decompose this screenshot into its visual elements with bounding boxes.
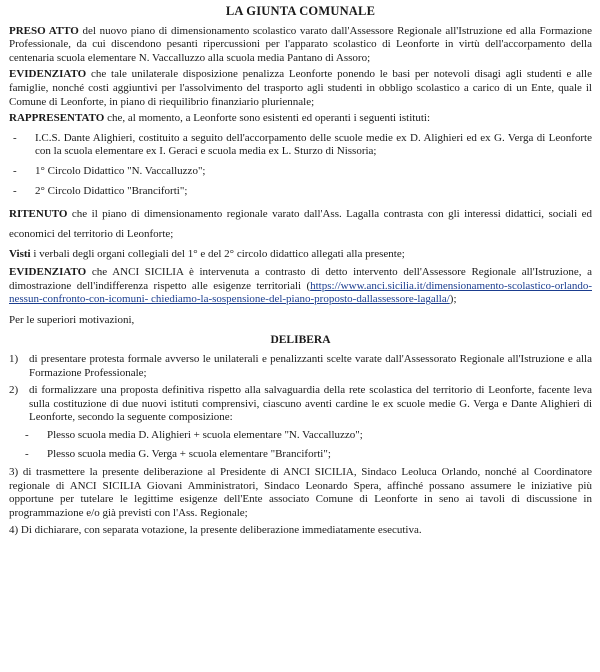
lead-rappresentato: RAPPRESENTATO <box>9 112 105 125</box>
lead-ritenuto: RITENUTO <box>9 208 68 221</box>
list-item-composition <box>21 429 592 443</box>
text-visti: i verbali degli organi collegiali del 1° e del 2° circolo didattico allegati alla presente; <box>30 248 405 261</box>
list-item-text: 2° Circolo Didattico "Branciforti"; <box>35 184 188 197</box>
delibera-item-4: 4) Di dichiarare, con separata votazione, la presente deliberazione immediatamente esecutiva. <box>9 523 422 536</box>
lead-evidenziato-1: EVIDENZIATO <box>9 68 87 81</box>
paragraph-evidenziato-2 <box>9 266 592 307</box>
lead-visti: Visti <box>9 248 31 261</box>
text-evidenziato-1: che tale unilaterale disposizione penalizza Leonforte ponendo le basi per notevoli disagi agli studenti e alle famiglie, nonché costi aggiuntivi per l'assolvimento del trasporto agli studenti in obbligo scolastico a carico di un Ente, quale il Comune di Leonforte, in piano di riequilibrio finanziario pluriennale; <box>9 68 592 108</box>
paragraph-visti <box>9 244 592 264</box>
list-item-text: I.C.S. Dante Alighieri, costituito a seguito dell'accorpamento delle scuole medie ex D. Alighieri ed ex G. Verga di Leonforte con la scuola elementare ex I. Geraci e scuola media ex L. Sturzo di Nissoria; <box>35 131 592 158</box>
anci-link[interactable]: https://www.anci.sicilia.it/dimensionamento-scolastico-orlando-nessun-confronto-con-icomuni- chiediamo-la-sospensione-del-piano-proposto-dallassessore-lagalla/ <box>9 279 592 306</box>
list-item-text: 1° Circolo Didattico "N. Vaccalluzzo"; <box>35 164 206 177</box>
list-marker: - <box>13 164 17 177</box>
paragraph-evidenziato-1 <box>9 68 592 109</box>
delibera-item-1 <box>9 353 592 380</box>
delibera-item-2 <box>9 384 592 425</box>
paragraph-preso-atto <box>9 25 592 66</box>
list-item-institute <box>9 165 592 179</box>
document-title: LA GIUNTA COMUNALE <box>225 4 376 18</box>
list-marker: - <box>25 447 29 460</box>
lead-preso-atto: PRESO ATTO <box>9 24 79 37</box>
list-item-text: Plesso scuola media D. Alighieri + scuola elementare "N. Vaccalluzzo"; <box>47 429 363 442</box>
item-text: di formalizzare una proposta definitiva rispetto alla salvaguardia della rete scolastica del territorio di Leonforte, facente leva sulla costituzione di due nuovi istituti comprensivi, ciascuno aventi cardine le ex scuole medie G. Verga e Dante Alighieri di Leonforte, secondo la seguente composizione: <box>29 384 592 424</box>
list-item-composition <box>21 448 592 462</box>
list-marker: - <box>13 131 17 144</box>
lead-evidenziato-2: EVIDENZIATO <box>9 266 87 279</box>
paragraph-ritenuto <box>9 204 592 244</box>
list-item-text: Plesso scuola media G. Verga + scuola elementare "Branciforti"; <box>47 447 331 460</box>
list-item-institute <box>9 132 592 159</box>
delibera-heading: DELIBERA <box>270 333 331 346</box>
list-marker: - <box>13 184 17 197</box>
item-text: di presentare protesta formale avverso le unilaterali e penalizzanti scelte varate dall'Assessorato Regionale all'Istruzione e alla Formazione Professionale; <box>29 353 592 379</box>
item-number: 2) <box>9 384 19 397</box>
text-rappresentato: che, al momento, a Leonforte sono esistenti ed operanti i seguenti istituti: <box>104 112 431 125</box>
text-evidenziato-2-tail: ); <box>449 293 457 306</box>
item-number: 1) <box>9 353 19 366</box>
list-item-institute <box>9 185 592 199</box>
delibera-item-3: 3) di trasmettere la presente deliberazione al Presidente di ANCI SICILIA, Sindaco Leoluca Orlando, nonché al Coordinatore regionale di ANCI SICILIA Giovani Amministratori, Sindaco Leonardo Spera, affinché possano assumere le iniziative più opportune per tutelare le legittime esigenze dell'Ente associato Comune di Leonforte in seno ai tavoli di discussione in programmazione e/o già previsti con l'Ass. Regionale; <box>9 466 592 520</box>
paragraph-motivazioni: Per le superiori motivazioni, <box>9 313 135 326</box>
text-ritenuto: che il piano di dimensionamento regionale varato dall'Ass. Lagalla contrasta con gli interessi didattici, sociali ed economici del territorio di Leonforte; <box>9 208 592 241</box>
list-marker: - <box>25 429 29 442</box>
paragraph-rappresentato <box>9 112 592 126</box>
text-evidenziato-2: che ANCI SICILIA è intervenuta a contrasto di detto intervento dell'Assessore Regionale all'Istruzione, a dimostrazione dell'indifferenza rispetto alle esigenze territoriali ( <box>9 266 592 292</box>
text-preso-atto: del nuovo piano di dimensionamento scolastico varato dall'Assessore Regionale all'Istruzione ed alla Formazione Professionale, da cui discendono pesanti ripercussioni per l'apparato scolastico di Leonforte in virtù dell'accorpamento della centenaria scuola elementare N. Vaccalluzzo alla scuola media Pantano di Assoro; <box>9 24 592 64</box>
